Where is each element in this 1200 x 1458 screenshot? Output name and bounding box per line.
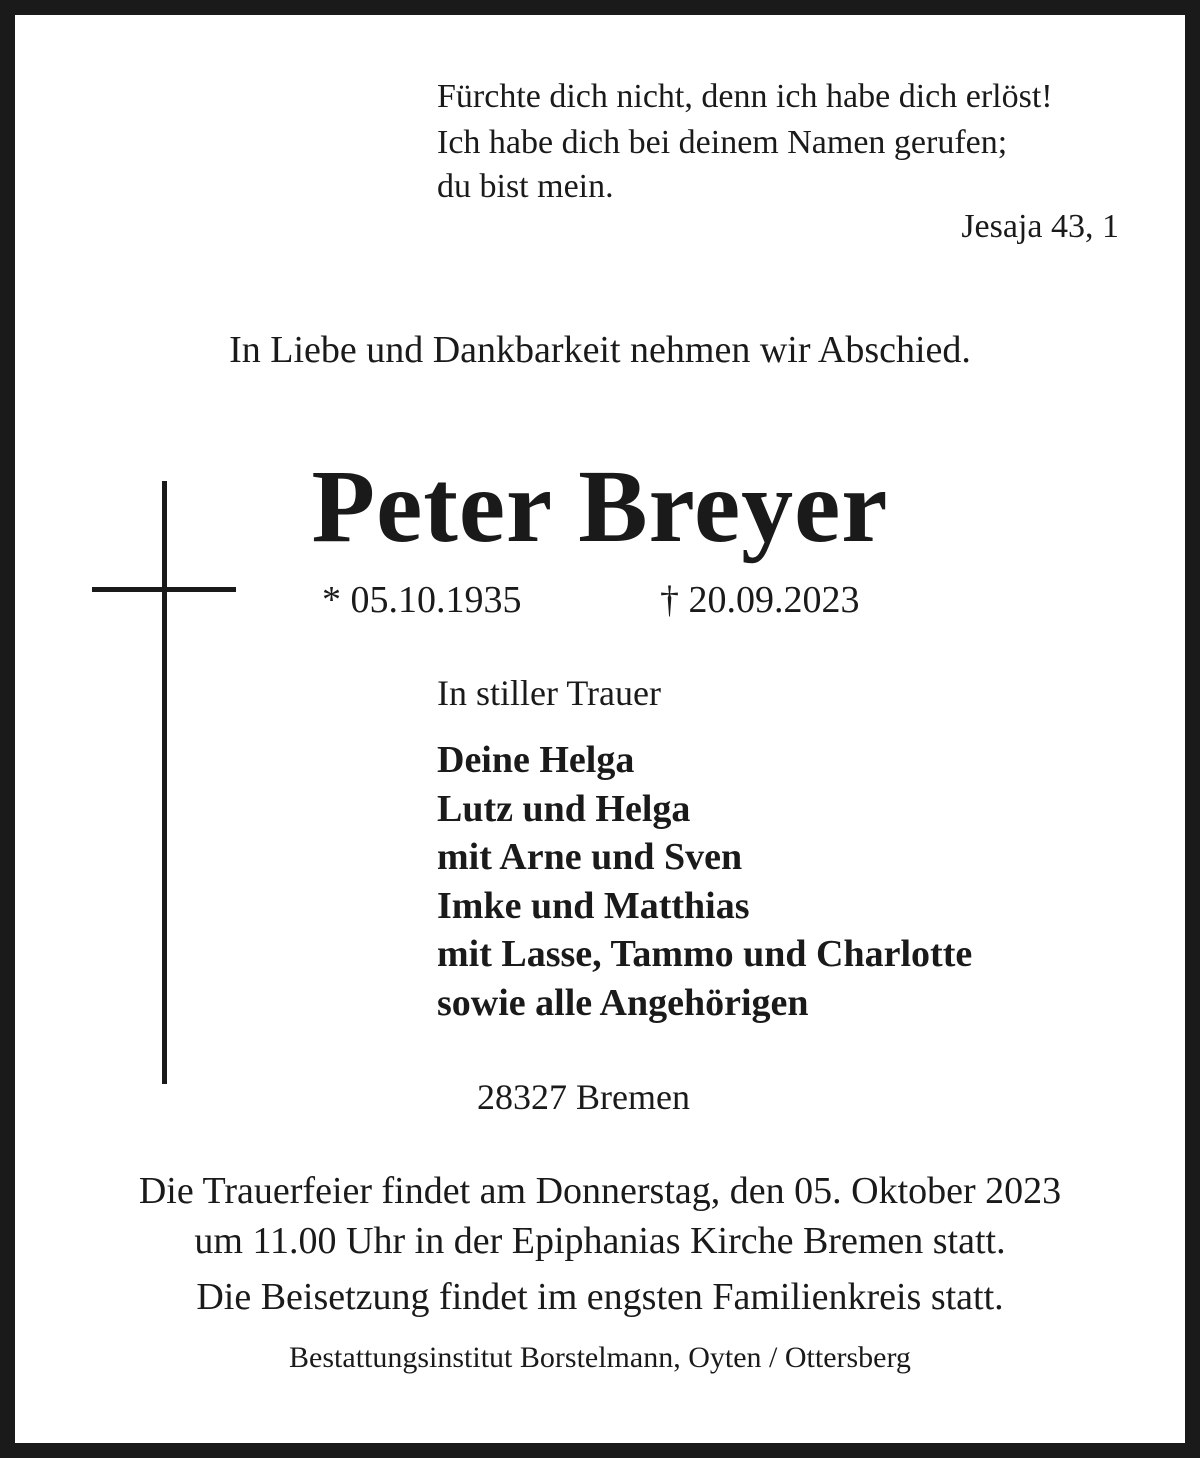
quote-line-1: Fürchte dich nicht, denn ich habe dich erlöst! — [437, 78, 1053, 115]
family-list — [437, 736, 972, 1027]
mourning-label: In stiller Trauer — [437, 673, 661, 713]
intro-text: In Liebe und Dankbarkeit nehmen wir Abschied. — [229, 329, 971, 371]
birth-date: * 05.10.1935 — [322, 579, 522, 621]
quote-source: Jesaja 43, 1 — [961, 208, 1119, 245]
place: 28327 Bremen — [477, 1077, 690, 1117]
ceremony-line-2: um 11.00 Uhr in der Epiphanias Kirche Bremen statt. — [194, 1220, 1006, 1262]
family-member: Lutz und Helga — [437, 787, 691, 830]
quote-line-2: Ich habe dich bei deinem Namen gerufen; — [437, 124, 1008, 161]
death-date: † 20.09.2023 — [660, 579, 860, 621]
family-member: Imke und Matthias — [437, 884, 750, 927]
family-member: Deine Helga — [437, 739, 635, 781]
undertaker: Bestattungsinstitut Borstelmann, Oyten / Ottersberg — [289, 1341, 911, 1374]
quote-line-3: du bist mein. — [437, 168, 614, 205]
family-member: mit Lasse, Tammo und Charlotte — [437, 933, 973, 975]
family-member: mit Arne und Sven — [437, 836, 743, 878]
deceased-name: Peter Breyer — [311, 449, 889, 564]
ceremony-line-1: Die Trauerfeier findet am Donnerstag, den 05. Oktober 2023 — [138, 1170, 1062, 1212]
cross-icon — [162, 481, 167, 1084]
cross-icon-bar — [92, 587, 236, 592]
family-member: sowie alle Angehörigen — [437, 981, 809, 1024]
burial-line: Die Beisetzung findet im engsten Familienkreis statt. — [196, 1276, 1004, 1318]
